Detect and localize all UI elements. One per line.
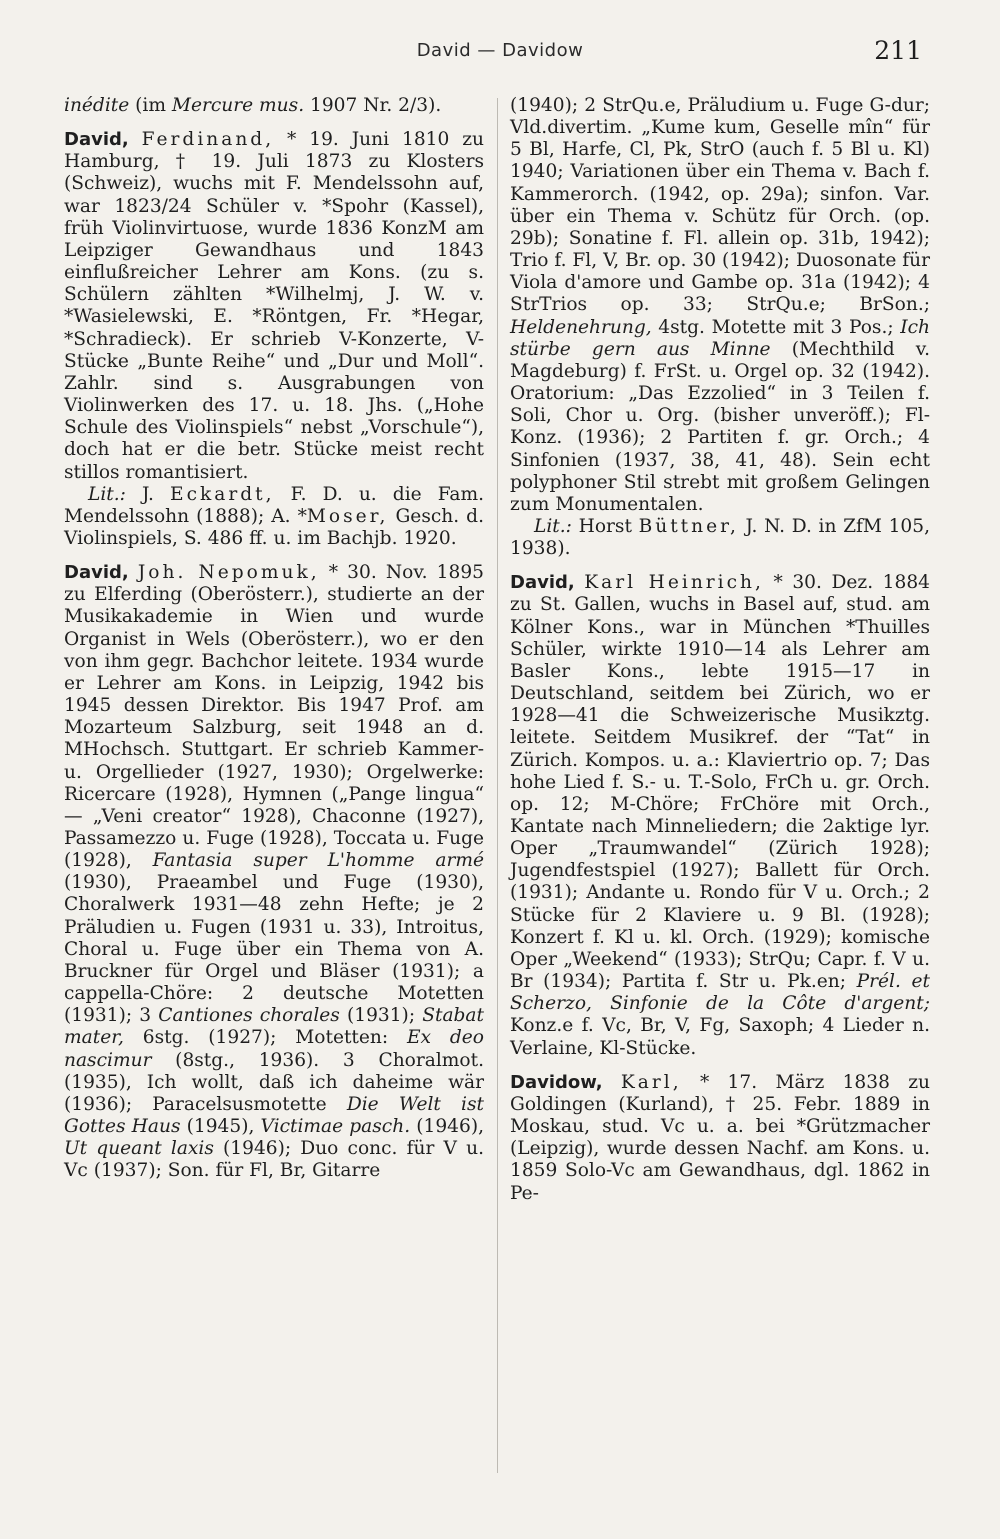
entry-text: 1907 Nr. 2/3). xyxy=(304,95,442,116)
italic-text: Ut queant laxis xyxy=(64,1138,214,1160)
author-name: Moser, xyxy=(306,505,389,527)
entry-david-ferdinand xyxy=(64,129,484,550)
entry-headword: Davidow, xyxy=(510,1071,603,1093)
entry-text: * 19. Juni 1810 zu Hamburg, † 19. Juli 1873 zu Klosters (Schweiz), wuchs mit F. Mendelssohn auf, war 1823/24 Schüler v. *Spohr (Kassel), früh Violinvirtuose, wurde 1836 KonzM am Leipziger Gewandhaus und 1843 einflußreicher Lehrer am Kons. (zu s. Schülern zählten *Wilhelmj, J. W. v. *Wasielewski, E. *Röntgen, Fr. *Hegar, *Schradieck). Er schrieb V-Konzerte, V-Stücke „Bunte Reihe“ und „Dur und Moll“. Zahlr. sind s. Ausgrabungen von Violinwerken des 17. u. 18. Jhs. („Hohe Schule des Violinspiels“ nebst „Vorschule“), doch hat er die betr. Stücke meist recht stillos romantisiert. xyxy=(64,129,484,483)
page-header xyxy=(0,36,1000,76)
italic-text: Fantasia super L'homme armé xyxy=(152,850,484,872)
italic-text: Heldenehrung, xyxy=(510,316,652,338)
entry-text: (1930), Praeambel und Fuge (1930), Choralwerk 1931—48 zehn Hefte; je 2 Präludien u. Fugen (1931 u. 33), Introitus, Choral u. Fuge über ein Thema von A. Bruckner für Orgel und Bläser (1931); a cappella-Chöre: 2 deutsche Motetten (1931); 3 xyxy=(64,872,484,1027)
entry-text: Horst xyxy=(571,515,639,537)
left-column xyxy=(64,95,484,1195)
italic-text: Die Welt ist Gottes Haus xyxy=(64,1093,484,1138)
entry-given-name: Karl Heinrich, xyxy=(584,572,764,594)
italic-text: Ich stürbe gern aus Minne xyxy=(510,316,930,360)
entry-text: (1945), xyxy=(180,1116,261,1138)
lit-label: Lit.: xyxy=(534,515,572,537)
entry-text: 6stg. (1927); Motetten: xyxy=(123,1027,407,1049)
entry-text: J. N. D. in ZfM 105, 1938). xyxy=(510,515,930,560)
literature-line xyxy=(510,516,930,560)
entry-david-johann-nepomuk xyxy=(64,562,484,1182)
entry-continuation-left xyxy=(64,95,484,117)
entry-text: J. xyxy=(125,483,171,505)
right-column xyxy=(510,95,930,1217)
entry-text: Gesch. d. Violinspiels, S. 486 ff. u. im Bachjb. 1920. xyxy=(64,505,484,549)
entry-text: (Mechthild v. Magdeburg) f. FrSt. u. Orgel op. 32 (1942). Oratorium: „Das Ezzolied“ in 3 Teilen f. Soli, Chor u. Org. (bisher unveröff.); Fl-Konz. (1936); 2 Partiten f. gr. Orch.; 4 Sinfonien (1937, 38, 41, 48). Sein echt polyphoner Stil strebt mit großem Gelingen zum Monumentalen. xyxy=(510,338,931,515)
italic-text: Cantiones chorales xyxy=(158,1005,340,1027)
entry-text: (1946); Duo conc. für V u. Vc (1937); Son. für Fl, Br, Gitarre xyxy=(64,1138,484,1182)
entry-text: * 30. Nov. 1895 zu Elferding (Oberösterr.), studierte an der Musikakademie in Wien und wurde Organist in Wels (Oberösterr.), wo er den von ihm gegr. Bachchor leitete. 1934 wurde er Lehrer am Kons. in Leipzig, 1942 bis 1945 dessen Direktor. Bis 1947 Prof. am Mozarteum Salzburg, seit 1948 an d. MHochsch. Stuttgart. Er schrieb Kammer- u. Orgellieder (1927, 1930); Orgelwerke: Ricercare (1928), Hymnen („Pange lingua“ — „Veni creator“ 1928), Chaconne (1927), Passamezzo u. Fuge (1928), Toccata u. Fuge (1928), xyxy=(64,562,484,872)
running-head: David — Davidow xyxy=(416,40,584,61)
entry-text: * 30. Dez. 1884 zu St. Gallen, wuchs in Basel auf, stud. am Kölner Kons., war in München *Thuilles Schüler, wirkte 1910—14 als Lehrer am Basler Kons., lebte 1915—17 in Deutschland, seitdem bei Zürich, wo er 1928—41 die Schweizerische Musikztg. leitete. Seitdem Musikref. der “Tat“ in Zürich. Kompos. u. a.: Klaviertrio op. 7; Das hohe Lied f. S.- u. T.-Solo, FrCh u. gr. Orch. op. 12; M-Chöre; FrChöre mit Orch., Kantate nach Minneliedern; die 2aktige lyr. Oper „Traumwandel“ (Zürich 1928); Jugendfestspiel (1927); Ballett für Orch. (1931); Andante u. Rondo für V u. Orch.; 2 Stücke für 2 Klaviere u. 9 Bl. (1928); Konzert f. Kl u. kl. Orch. (1929); komische Oper „Weekend“ (1933); StrQu; Capr. f. V u. Br (1934); Partita f. Str u. Pk.en; xyxy=(510,572,930,993)
entry-text: (1946), xyxy=(410,1116,484,1138)
entry-text: (8stg., 1936). 3 Choralmot. (1935), Ich wollt, daß ich daheime wär (1936); Paracelsusmotette xyxy=(64,1049,484,1115)
entry-davidow-karl xyxy=(510,1072,930,1205)
italic-text: Mercure mus. xyxy=(171,95,305,116)
entry-given-name: Ferdinand, xyxy=(141,129,275,151)
entry-text: (1940); 2 StrQu.e, Präludium u. Fuge G-dur; Vld.divertim. „Kume kum, Geselle mîn“ für 5 Bl, Harfe, Cl, Pk, StrO (auch f. 5 Bl u. Kl) 1940; Variationen über ein Thema v. Bach f. Kammerorch. (1942, op. 29a); sinfon. Var. über ein Thema v. Schütz für Orch. (op. 29b); Sonatine f. Fl. allein op. 31b, 1942); Trio f. Fl, V, Br. op. 30 (1942); Duosonate für Viola d'amore und Gambe op. 31a (1942); 4 StrTrios op. 33; StrQu.e; BrSon.; xyxy=(510,95,930,316)
lit-label: Lit.: xyxy=(88,483,126,505)
entry-continuation-right xyxy=(510,95,930,560)
entry-text: (1931); xyxy=(339,1005,423,1027)
entry-text: 4stg. Motette mit 3 Pos.; xyxy=(651,316,901,338)
column-divider xyxy=(497,98,498,1473)
entry-headword: David, xyxy=(64,562,129,584)
entry-david-karl-heinrich xyxy=(510,572,930,1059)
italic-text: Prél. et Scherzo, Sinfonie de la Côte d'argent; xyxy=(510,971,930,1015)
entry-text: Konz.e f. Vc, Br, V, Fg, Saxoph; 4 Lieder n. Verlaine, Kl-Stücke. xyxy=(510,1015,930,1059)
entry-text: F. D. u. die Fam. Mendelssohn (1888); A. * xyxy=(64,483,484,527)
entry-text: * 17. März 1838 zu Goldingen (Kurland), † 25. Febr. 1889 in Moskau, stud. Vc u. a. bei *Grützmacher (Leipzig), wurde dessen Nachf. am Kons. u. 1859 Solo-Vc am Gewandhaus, dgl. 1862 in Pe- xyxy=(510,1071,930,1204)
literature-line xyxy=(64,484,484,550)
entry-given-name: Joh. Nepomuk, xyxy=(137,562,320,584)
entry-text: (im xyxy=(129,95,172,116)
italic-text: Stabat mater, xyxy=(64,1005,484,1049)
italic-text: inédite xyxy=(64,95,130,116)
entry-given-name: Karl, xyxy=(620,1071,682,1093)
entry-headword: David, xyxy=(64,129,129,151)
page-number: 211 xyxy=(874,36,922,65)
italic-text: Ex deo nascimur xyxy=(64,1027,484,1071)
entry-headword: David, xyxy=(510,572,575,594)
author-name: Büttner, xyxy=(638,515,739,537)
author-name: Eckardt, xyxy=(170,483,275,505)
italic-text: Victimae pasch. xyxy=(260,1116,411,1138)
